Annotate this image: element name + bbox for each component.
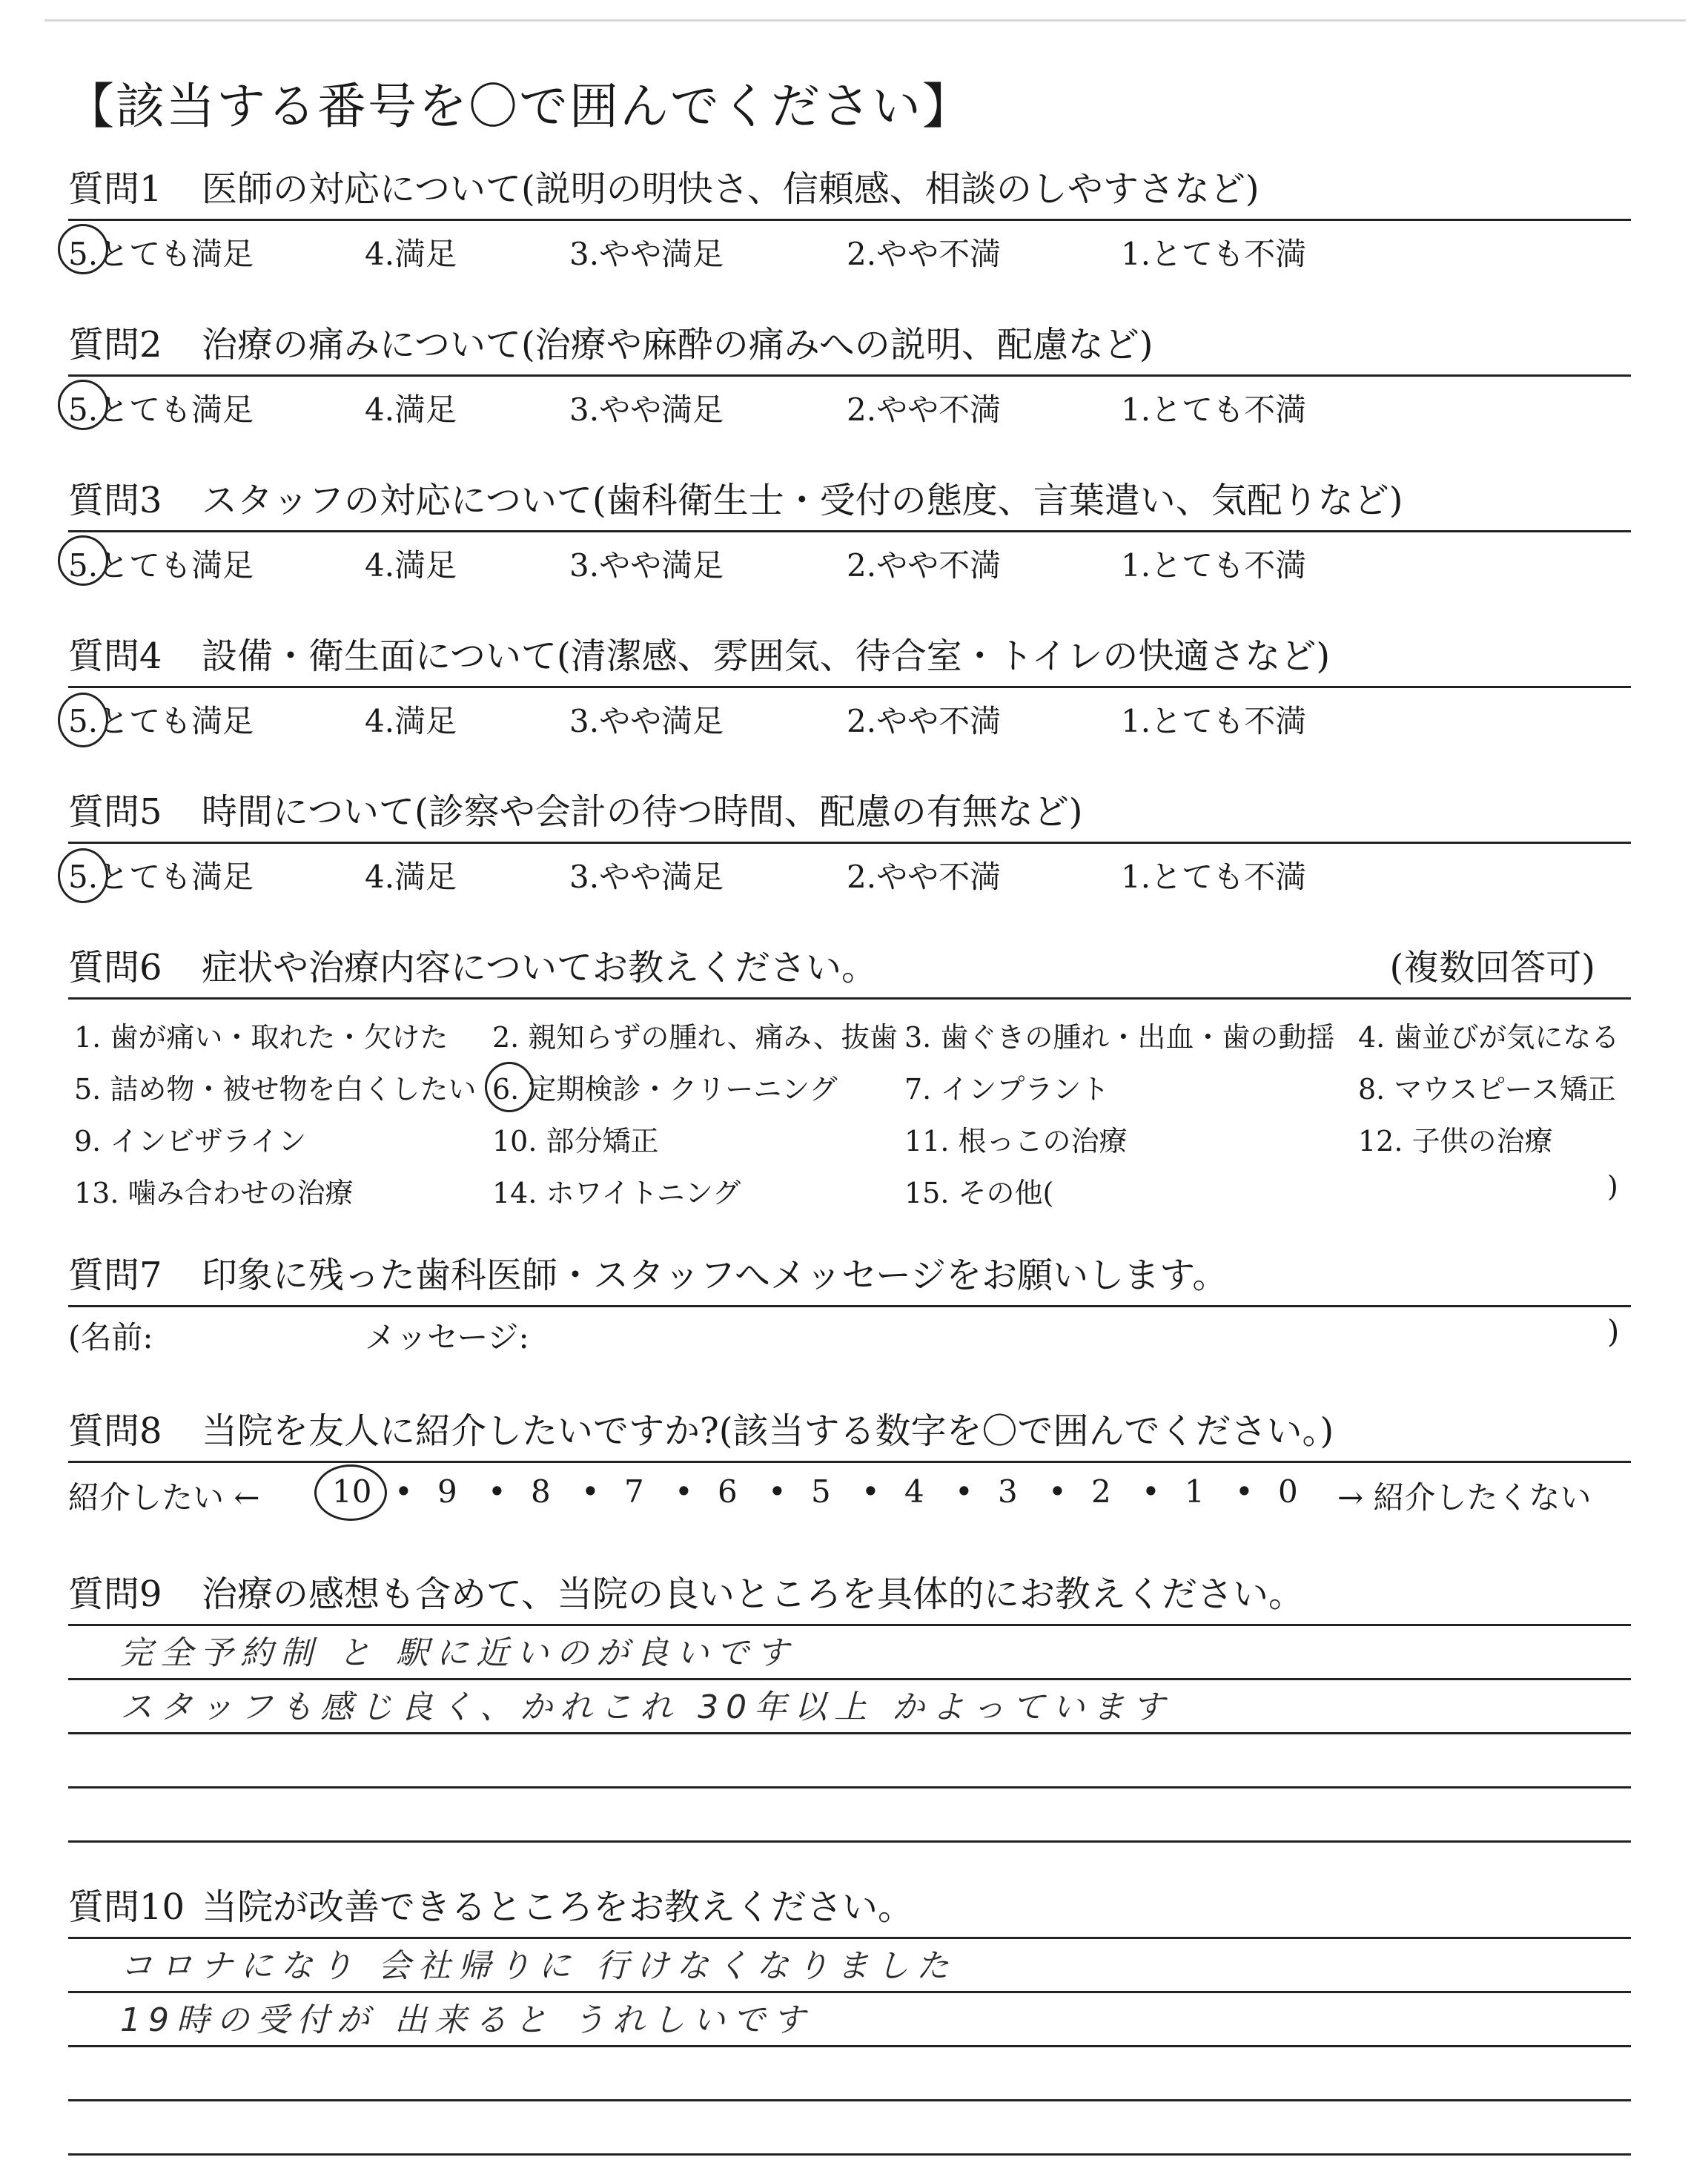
- question-label: 質問4: [68, 635, 162, 677]
- question-label: 質問3: [68, 480, 162, 521]
- choice-1[interactable]: 1.とても不満: [1121, 547, 1307, 584]
- other-close-paren: ): [1607, 1170, 1618, 1203]
- question-4: [68, 634, 1631, 740]
- symptom-option-12[interactable]: 12. 子供の治療: [1358, 1125, 1553, 1157]
- question-label: 質問6: [68, 947, 162, 988]
- choice-1[interactable]: 1.とても不満: [1121, 236, 1307, 272]
- scale-1[interactable]: 1: [1185, 1473, 1205, 1510]
- scale-dot: •: [394, 1473, 413, 1510]
- choice-5[interactable]: 5.とても満足: [68, 392, 254, 428]
- symptom-option-9[interactable]: 9. インビザライン: [74, 1125, 307, 1157]
- rating-choices: [68, 844, 1631, 896]
- choice-2[interactable]: 2.やや不満: [847, 859, 1002, 895]
- scale-dot: •: [955, 1473, 973, 1510]
- scale-left-label: 紹介したい ←: [68, 1479, 260, 1516]
- recommend-scale: [68, 1463, 1631, 1522]
- question-text: 当院が改善できるところをお教えください。: [202, 1886, 914, 1928]
- choice-4[interactable]: 4.満足: [365, 392, 457, 428]
- symptom-option-7[interactable]: 7. インプラント: [904, 1073, 1110, 1106]
- question-text: 設備・衛生面について(清潔感、雰囲気、待合室・トイレの快適さなど): [202, 635, 1331, 677]
- multiple-answer-note: (複数回答可): [1389, 947, 1595, 988]
- choice-1[interactable]: 1.とても不満: [1121, 392, 1307, 428]
- answer-line[interactable]: [68, 1993, 1631, 2047]
- question-label: 質問9: [68, 1573, 162, 1615]
- scale-dot: •: [581, 1473, 600, 1510]
- symptom-option-8[interactable]: 8. マウスピース矯正: [1358, 1073, 1616, 1106]
- scale-dot: •: [861, 1473, 880, 1510]
- symptom-options: [68, 1000, 1631, 1215]
- question-5: [68, 790, 1631, 896]
- answer-line[interactable]: [68, 1939, 1631, 1993]
- scale-dot: •: [1048, 1473, 1067, 1510]
- choice-4[interactable]: 4.満足: [365, 703, 457, 739]
- choice-5[interactable]: 5.とても満足: [68, 703, 254, 739]
- choice-1[interactable]: 1.とても不満: [1121, 859, 1307, 895]
- choice-2[interactable]: 2.やや不満: [847, 703, 1002, 739]
- name-label: (名前:: [68, 1319, 153, 1355]
- rating-choices: [68, 221, 1631, 273]
- question-text: 印象に残った歯科医師・スタッフへメッセージをお願いします。: [202, 1255, 1228, 1296]
- scale-0[interactable]: 0: [1278, 1473, 1298, 1510]
- handwritten-answer: スタッフも感じ良く、かれこれ 30年以上 かよっています: [120, 1688, 1173, 1726]
- handwritten-answer: コロナになり 会社帰りに 行けなくなりました: [120, 1947, 956, 1985]
- answer-lines: [68, 1939, 1631, 2156]
- choice-5[interactable]: 5.とても満足: [68, 547, 254, 584]
- top-border: [44, 19, 1686, 22]
- scale-9[interactable]: 9: [437, 1473, 457, 1510]
- rating-choices: [68, 377, 1631, 429]
- choice-5[interactable]: 5.とても満足: [68, 236, 254, 272]
- question-3: [68, 478, 1631, 584]
- choice-3[interactable]: 3.やや満足: [569, 859, 724, 895]
- scale-dot: •: [675, 1473, 693, 1510]
- question-label: 質問8: [68, 1410, 162, 1452]
- question-2: [68, 323, 1631, 429]
- answer-line[interactable]: [68, 1680, 1631, 1734]
- question-text: 当院を友人に紹介したいですか?(該当する数字を〇で囲んでください。): [202, 1410, 1334, 1452]
- question-text: 医師の対応について(説明の明快さ、信頼感、相談のしやすさなど): [202, 168, 1260, 210]
- choice-4[interactable]: 4.満足: [365, 236, 457, 272]
- symptom-option-11[interactable]: 11. 根っこの治療: [904, 1125, 1128, 1157]
- question-label: 質問10: [68, 1886, 185, 1928]
- scale-5[interactable]: 5: [811, 1473, 831, 1510]
- symptom-option-4[interactable]: 4. 歯並びが気になる: [1358, 1021, 1620, 1054]
- choice-3[interactable]: 3.やや満足: [569, 703, 724, 739]
- choice-3[interactable]: 3.やや満足: [569, 547, 724, 584]
- scale-dot: •: [1142, 1473, 1160, 1510]
- answer-line[interactable]: [68, 1626, 1631, 1680]
- scale-10[interactable]: 10: [332, 1473, 372, 1510]
- question-label: 質問1: [68, 168, 162, 210]
- question-9: [68, 1572, 1631, 1843]
- choice-2[interactable]: 2.やや不満: [847, 547, 1002, 584]
- symptom-option-3[interactable]: 3. 歯ぐきの腫れ・出血・歯の動揺: [904, 1021, 1335, 1054]
- message-row: [68, 1307, 1631, 1355]
- answer-line[interactable]: [68, 1789, 1631, 1843]
- symptom-option-2[interactable]: 2. 親知らずの腫れ、痛み、抜歯: [492, 1021, 898, 1054]
- scale-7[interactable]: 7: [624, 1473, 644, 1510]
- answer-line[interactable]: [68, 2101, 1631, 2156]
- page-title: 【該当する番号を〇で囲んでください】: [65, 78, 973, 135]
- rating-choices: [68, 532, 1631, 584]
- scale-dot: •: [768, 1473, 787, 1510]
- question-text: 時間について(診察や会計の待つ時間、配慮の有無など): [202, 791, 1083, 833]
- question-7: [68, 1253, 1631, 1355]
- symptom-option-15[interactable]: 15. その他(: [904, 1177, 1054, 1209]
- handwritten-answer: 完全予約制 と 駅に近いのが良いです: [120, 1634, 796, 1672]
- question-text: スタッフの対応について(歯科衛生士・受付の態度、言葉遣い、気配りなど): [202, 480, 1403, 521]
- question-label: 質問5: [68, 791, 162, 833]
- question-text: 治療の痛みについて(治療や麻酔の痛みへの説明、配慮など): [202, 324, 1153, 366]
- scale-4[interactable]: 4: [904, 1473, 924, 1510]
- scale-8[interactable]: 8: [531, 1473, 551, 1510]
- question-8: [68, 1409, 1631, 1522]
- question-label: 質問7: [68, 1255, 162, 1296]
- symptom-option-10[interactable]: 10. 部分矯正: [492, 1125, 659, 1157]
- choice-3[interactable]: 3.やや満足: [569, 392, 724, 428]
- message-close-paren: ): [1607, 1313, 1620, 1350]
- choice-4[interactable]: 4.満足: [365, 547, 457, 584]
- handwritten-answer: 19時の受付が 出来ると うれしいです: [120, 2001, 812, 2039]
- scale-dot: •: [488, 1473, 506, 1510]
- choice-5[interactable]: 5.とても満足: [68, 859, 254, 895]
- choice-4[interactable]: 4.満足: [365, 859, 457, 895]
- symptom-option-6[interactable]: 6. 定期検診・クリーニング: [492, 1073, 838, 1106]
- choice-1[interactable]: 1.とても不満: [1121, 703, 1307, 739]
- question-1: [68, 167, 1631, 273]
- answer-line[interactable]: [68, 1734, 1631, 1789]
- message-label: メッセージ:: [365, 1319, 529, 1355]
- choice-2[interactable]: 2.やや不満: [847, 236, 1002, 272]
- choice-2[interactable]: 2.やや不満: [847, 392, 1002, 428]
- symptom-option-5[interactable]: 5. 詰め物・被せ物を白くしたい: [74, 1073, 477, 1106]
- question-text: 治療の感想も含めて、当院の良いところを具体的にお教えください。: [202, 1573, 1305, 1615]
- symptom-option-13[interactable]: 13. 噛み合わせの治療: [74, 1177, 354, 1209]
- question-text: 症状や治療内容についてお教えください。: [202, 947, 878, 988]
- symptom-option-14[interactable]: 14. ホワイトニング: [492, 1177, 741, 1209]
- scale-6[interactable]: 6: [718, 1473, 738, 1510]
- symptom-option-1[interactable]: 1. 歯が痛い・取れた・欠けた: [74, 1021, 448, 1054]
- answer-lines: [68, 1626, 1631, 1843]
- question-6: [68, 945, 1631, 1215]
- scale-2[interactable]: 2: [1091, 1473, 1111, 1510]
- scale-dot: •: [1235, 1473, 1254, 1510]
- rating-choices: [68, 688, 1631, 740]
- scale-right-label: → 紹介したくない: [1337, 1479, 1592, 1516]
- choice-3[interactable]: 3.やや満足: [569, 236, 724, 272]
- answer-line[interactable]: [68, 2047, 1631, 2101]
- scale-3[interactable]: 3: [998, 1473, 1018, 1510]
- question-label: 質問2: [68, 324, 162, 366]
- question-10: [68, 1885, 1631, 2156]
